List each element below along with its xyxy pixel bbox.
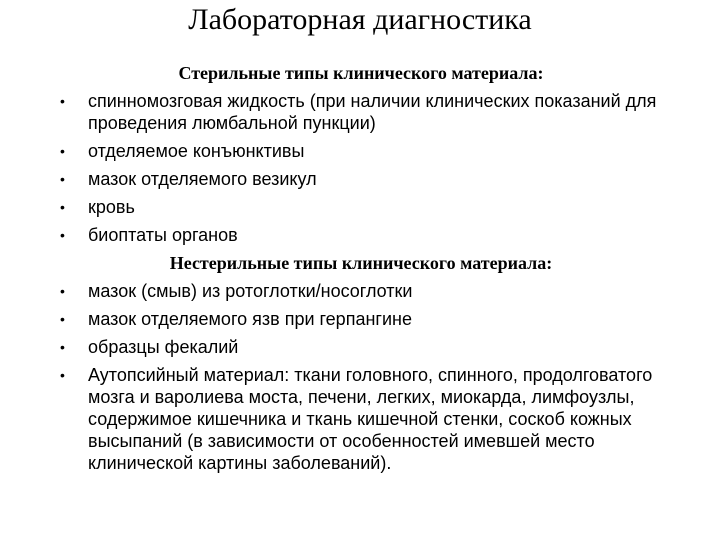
page-title: Лабораторная диагностика bbox=[188, 3, 532, 36]
list-item-text: спинномозговая жидкость (при наличии клинических показаний для проведения люмбальной пункции) bbox=[88, 91, 657, 133]
list-item-text: Аутопсийный материал: ткани головного, спинного, продолговатого мозга и варолиева моста, печени, легких, миокарда, лимфоузлы, содержимое кишечника и ткань кишечной стенки, соскоб кожных высыпаний (в зависимости от особенностей имевшей место клинической картины заболеваний). bbox=[88, 365, 653, 473]
list-item-text: биоптаты органов bbox=[88, 225, 238, 245]
section-heading-sterile: Стерильные типы клинического материала: bbox=[178, 63, 544, 83]
list-item-text: кровь bbox=[88, 197, 135, 217]
list-item bbox=[56, 336, 666, 358]
bullet-icon: • bbox=[60, 199, 65, 215]
slide-content bbox=[56, 62, 666, 480]
list-item-text: мазок (смыв) из ротоглотки/носоглотки bbox=[88, 281, 413, 301]
sterile-list bbox=[56, 90, 666, 246]
bullet-icon: • bbox=[60, 283, 65, 299]
nonsterile-list bbox=[56, 280, 666, 474]
bullet-icon: • bbox=[60, 339, 65, 355]
list-item bbox=[56, 168, 666, 190]
bullet-icon: • bbox=[60, 171, 65, 187]
list-item-text: мазок отделяемого везикул bbox=[88, 169, 317, 189]
list-item-text: образцы фекалий bbox=[88, 337, 239, 357]
bullet-icon: • bbox=[60, 227, 65, 243]
bullet-icon: • bbox=[60, 311, 65, 327]
bullet-icon: • bbox=[60, 367, 65, 383]
section-heading-nonsterile: Нестерильные типы клинического материала: bbox=[169, 253, 553, 273]
list-item bbox=[56, 364, 666, 474]
list-item bbox=[56, 280, 666, 302]
list-item bbox=[56, 90, 666, 134]
bullet-icon: • bbox=[60, 143, 65, 159]
list-item-text: отделяемое конъюнктивы bbox=[88, 141, 305, 161]
list-item bbox=[56, 308, 666, 330]
list-item bbox=[56, 196, 666, 218]
list-item bbox=[56, 140, 666, 162]
list-item bbox=[56, 224, 666, 246]
list-item-text: мазок отделяемого язв при герпангине bbox=[88, 309, 412, 329]
bullet-icon: • bbox=[60, 93, 65, 109]
